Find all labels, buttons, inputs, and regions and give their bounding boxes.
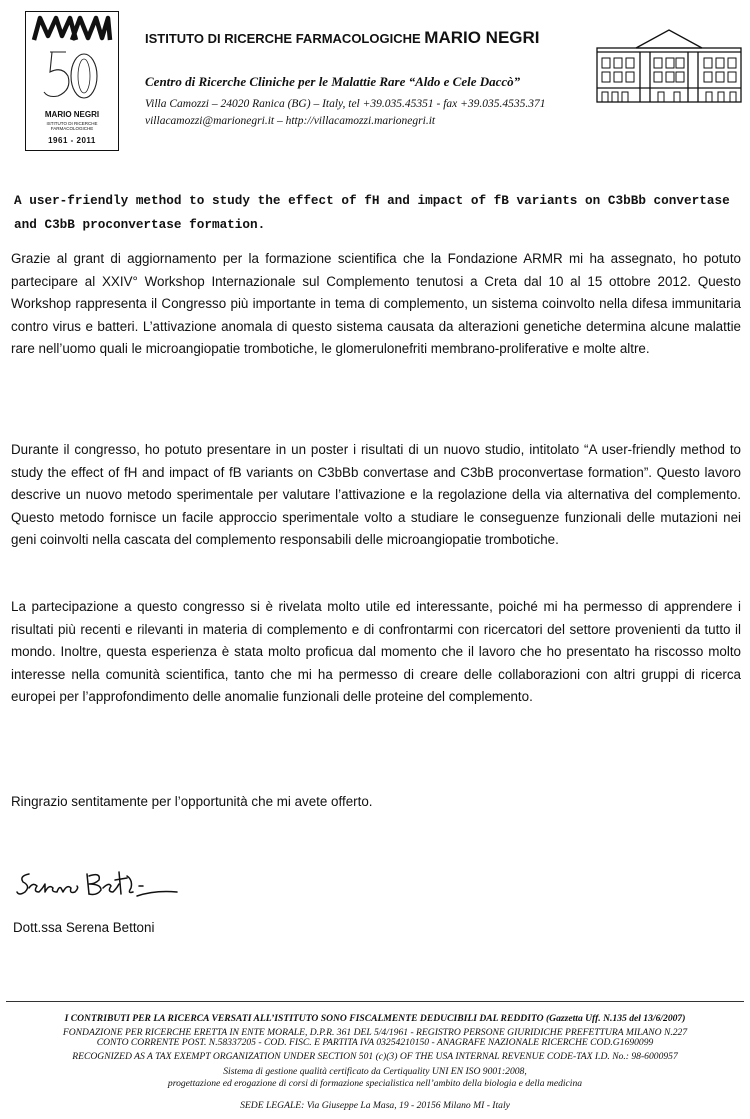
institute-name: MARIO NEGRI — [424, 28, 540, 47]
paragraph-thanks: Ringrazio sentitamente per l’opportunità che mi avete offerto. — [11, 794, 373, 809]
paragraph-grant: Grazie al grant di aggiornamento per la formazione scientifica che la Fondazione ARMR mi ha assegnato, ho potuto partecipare al XXIV° Workshop Internazionale sul Complemento tenutosi a Creta dal 10 al 15 ottobre 2012. Questo Workshop rappresenta il Congresso più importante in tema di complemento, un sistema coinvolto nella difesa immunitaria contro virus e batteri. L’attivazione anomala di questo sistema causata da alterazioni genetiche determina alcune malattie rare nell’uomo quali le microangiopatie trombotiche, le glomerulonefriti membrano-proliferative e molte altre. — [11, 251, 741, 357]
document-title: A user-friendly method to study the effect of fH and impact of fB variants on C3bBb convertase and C3bB proconvertase formation. — [14, 193, 730, 232]
institute-title — [145, 28, 540, 48]
logo-name: MARIO NEGRI — [44, 110, 100, 119]
footer-divider — [6, 1001, 744, 1002]
footer-quality: Sistema di gestione qualità certificato da Certiquality UNI EN ISO 9001:2008, — [223, 1066, 527, 1077]
paragraph-poster: Durante il congresso, ho potuto presentare in un poster i risultati di un nuovo studio, intitolato “A user-friendly method to study the effect of fH and impact of fB variants on C3bBb convertase and C3bB proconvertase formation”. Questo lavoro descrive un nuovo metodo sperimentale per valutare l’attivazione e la regolazione della via alternativa del complemento. Questo metodo fornisce un facile approccio sperimentale volto a studiare le conseguenze funzionali delle mutazioni nei geni coinvolti nella cascata del complemento responsabili delle microangiopatie trombotiche. — [11, 442, 741, 548]
handwritten-signature — [15, 866, 185, 902]
logo-years: 1961 - 2011 — [48, 136, 96, 145]
footer-account: CONTO CORRENTE POST. N.58337205 - COD. FISC. E PARTITA IVA 03254210150 - ANAGRAFE NAZIONALE RICERCHE COD.G1690099 — [96, 1037, 654, 1048]
footer-training: progettazione ed erogazione di corsi di formazione specialistica nell’ambito della biologia e della medicina — [167, 1078, 583, 1089]
footer-foundation: FONDAZIONE PER RICERCHE ERETTA IN ENTE MORALE, D.P.R. 361 DEL 5/4/1961 - REGISTRO PERSONE GIURIDICHE PREFETTURA MILANO N.227 — [62, 1027, 688, 1038]
institute-logo — [25, 11, 119, 151]
footer-tax-exempt: RECOGNIZED AS A TAX EXEMPT ORGANIZATION UNDER SECTION 501 (c)(3) OF THE USA INTERNAL REVENUE CODE-TAX I.D. No.: 98-6000957 — [72, 1051, 678, 1062]
mn-50-emblem — [26, 12, 118, 112]
logo-subtitle: ISTITUTO DI RICERCHE FARMACOLOGICHE — [46, 121, 98, 131]
center-contacts: villacamozzi@marionegri.it – http://villacamozzi.marionegri.it — [145, 115, 436, 127]
footer-legal-seat: SEDE LEGALE: Via Giuseppe La Masa, 19 - 20156 Milano MI - Italy — [240, 1100, 510, 1111]
center-address: Villa Camozzi – 24020 Ranica (BG) – Italy, tel +39.035.45351 - fax +39.035.4535.371 — [145, 98, 546, 110]
institute-prefix: ISTITUTO DI RICERCHE FARMACOLOGICHE — [145, 31, 421, 46]
center-name: Centro di Ricerche Cliniche per le Malattie Rare “Aldo e Cele Daccò” — [145, 74, 521, 89]
signer-name: Dott.ssa Serena Bettoni — [13, 920, 155, 935]
paragraph-outcome: La partecipazione a questo congresso si è rivelata molto utile ed interessante, poiché mi ha permesso di apprendere i risultati più recenti e rilevanti in materia di complemento e di confrontarmi con ricercatori del settore provenienti da tutto il mondo. Inoltre, questa esperienza è stata molto proficua dal momento che il lavoro che ho presentato ha riscosso molto interesse nella comunità scientifica, tanto che mi ha permesso di creare delle collaborazioni con altri gruppi di ricerca europei per l’approfondimento delle anomalie funzionali delle proteine del complemento. — [11, 599, 741, 705]
footer-tax-deduction: I CONTRIBUTI PER LA RICERCA VERSATI ALL’ISTITUTO SONO FISCALMENTE DEDUCIBILI DAL REDDITO (Gazzetta Uff. N.135 del 13/6/2007) — [64, 1013, 686, 1024]
villa-building-icon — [596, 28, 742, 104]
